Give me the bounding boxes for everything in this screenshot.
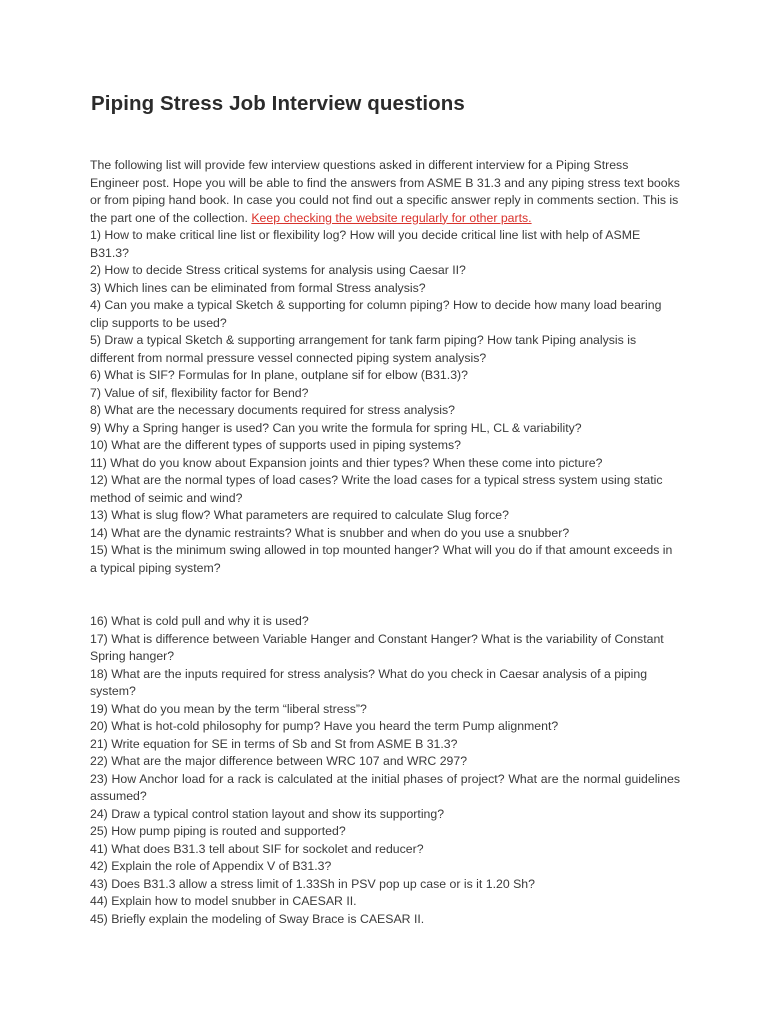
question-item: 9) Why a Spring hanger is used? Can you write the formula for spring HL, CL & variability? bbox=[90, 420, 582, 435]
question-list-part-1 bbox=[90, 227, 680, 577]
question-item: 14) What are the dynamic restraints? What is snubber and when do you use a snubber? bbox=[90, 525, 570, 540]
website-link[interactable]: Keep checking the website regularly for other parts. bbox=[251, 210, 532, 225]
question-item: 5) Draw a typical Sketch & supporting arrangement for tank farm piping? How tank Piping analysis is different from normal pressure vessel connected piping system analysis? bbox=[90, 333, 637, 365]
question-item: 20) What is hot-cold philosophy for pump? Have you heard the term Pump alignment? bbox=[90, 719, 559, 733]
question-item: 42) Explain the role of Appendix V of B31.3? bbox=[90, 859, 332, 873]
section-spacer bbox=[90, 577, 680, 613]
question-item: 12) What are the normal types of load cases? Write the load cases for a typical stress system using static method of seimic and wind? bbox=[90, 473, 663, 505]
question-item: 24) Draw a typical control station layout and show its supporting? bbox=[90, 806, 445, 821]
question-item: 23) How Anchor load for a rack is calculated at the initial phases of project? What are the normal guidelines assumed? bbox=[90, 771, 680, 803]
question-item: 4) Can you make a typical Sketch & supporting for column piping? How to decide how many load bearing clip supports to be used? bbox=[90, 298, 662, 330]
question-item: 10) What are the different types of supports used in piping systems? bbox=[90, 438, 461, 452]
question-item: 16) What is cold pull and why it is used? bbox=[90, 614, 309, 628]
question-item: 8) What are the necessary documents required for stress analysis? bbox=[90, 403, 455, 417]
question-item: 13) What is slug flow? What parameters are required to calculate Slug force? bbox=[90, 508, 509, 522]
question-item: 3) Which lines can be eliminated from formal Stress analysis? bbox=[90, 280, 426, 295]
question-item: 25) How pump piping is routed and supported? bbox=[90, 824, 346, 838]
question-item: 45) Briefly explain the modeling of Sway Brace is CAESAR II. bbox=[90, 911, 425, 926]
question-item: 6) What is SIF? Formulas for In plane, outplane sif for elbow (B31.3)? bbox=[90, 368, 468, 382]
question-item: 2) How to decide Stress critical systems for analysis using Caesar II? bbox=[90, 263, 466, 277]
question-item: 11) What do you know about Expansion joints and thier types? When these come into picture? bbox=[90, 455, 603, 470]
intro-paragraph bbox=[90, 157, 680, 227]
question-item: 15) What is the minimum swing allowed in top mounted hanger? What will you do if that amount exceeds in a typical piping system? bbox=[90, 543, 673, 575]
question-item: 41) What does B31.3 tell about SIF for sockolet and reducer? bbox=[90, 841, 424, 856]
question-item: 22) What are the major difference between WRC 107 and WRC 297? bbox=[90, 754, 468, 768]
question-item: 21) Write equation for SE in terms of Sb and St from ASME B 31.3? bbox=[90, 736, 458, 751]
question-item: 19) What do you mean by the term “liberal stress”? bbox=[90, 701, 367, 716]
intro-text: The following list will provide few interview questions asked in different interview for a Piping Stress Engineer post. Hope you will be able to find the answers from ASME B 31.3 and any piping stress text books or from piping hand book. In case you could not find out a specific answer reply in comments section. This is the part one of the collection. bbox=[90, 158, 680, 225]
question-item: 44) Explain how to model snubber in CAESAR II. bbox=[90, 894, 357, 908]
question-item: 1) How to make critical line list or flexibility log? How will you decide critical line list with help of ASME B31.3? bbox=[90, 228, 641, 260]
page-title: Piping Stress Job Interview questions bbox=[91, 92, 465, 115]
question-item: 18) What are the inputs required for stress analysis? What do you check in Caesar analysis of a piping system? bbox=[90, 666, 648, 698]
question-item: 43) Does B31.3 allow a stress limit of 1.33Sh in PSV pop up case or is it 1.20 Sh? bbox=[90, 876, 535, 891]
question-item: 17) What is difference between Variable Hanger and Constant Hanger? What is the variability of Constant Spring hanger? bbox=[90, 631, 664, 663]
document-body bbox=[90, 157, 680, 928]
question-list-part-2 bbox=[90, 613, 680, 928]
question-item: 7) Value of sif, flexibility factor for Bend? bbox=[90, 385, 309, 400]
